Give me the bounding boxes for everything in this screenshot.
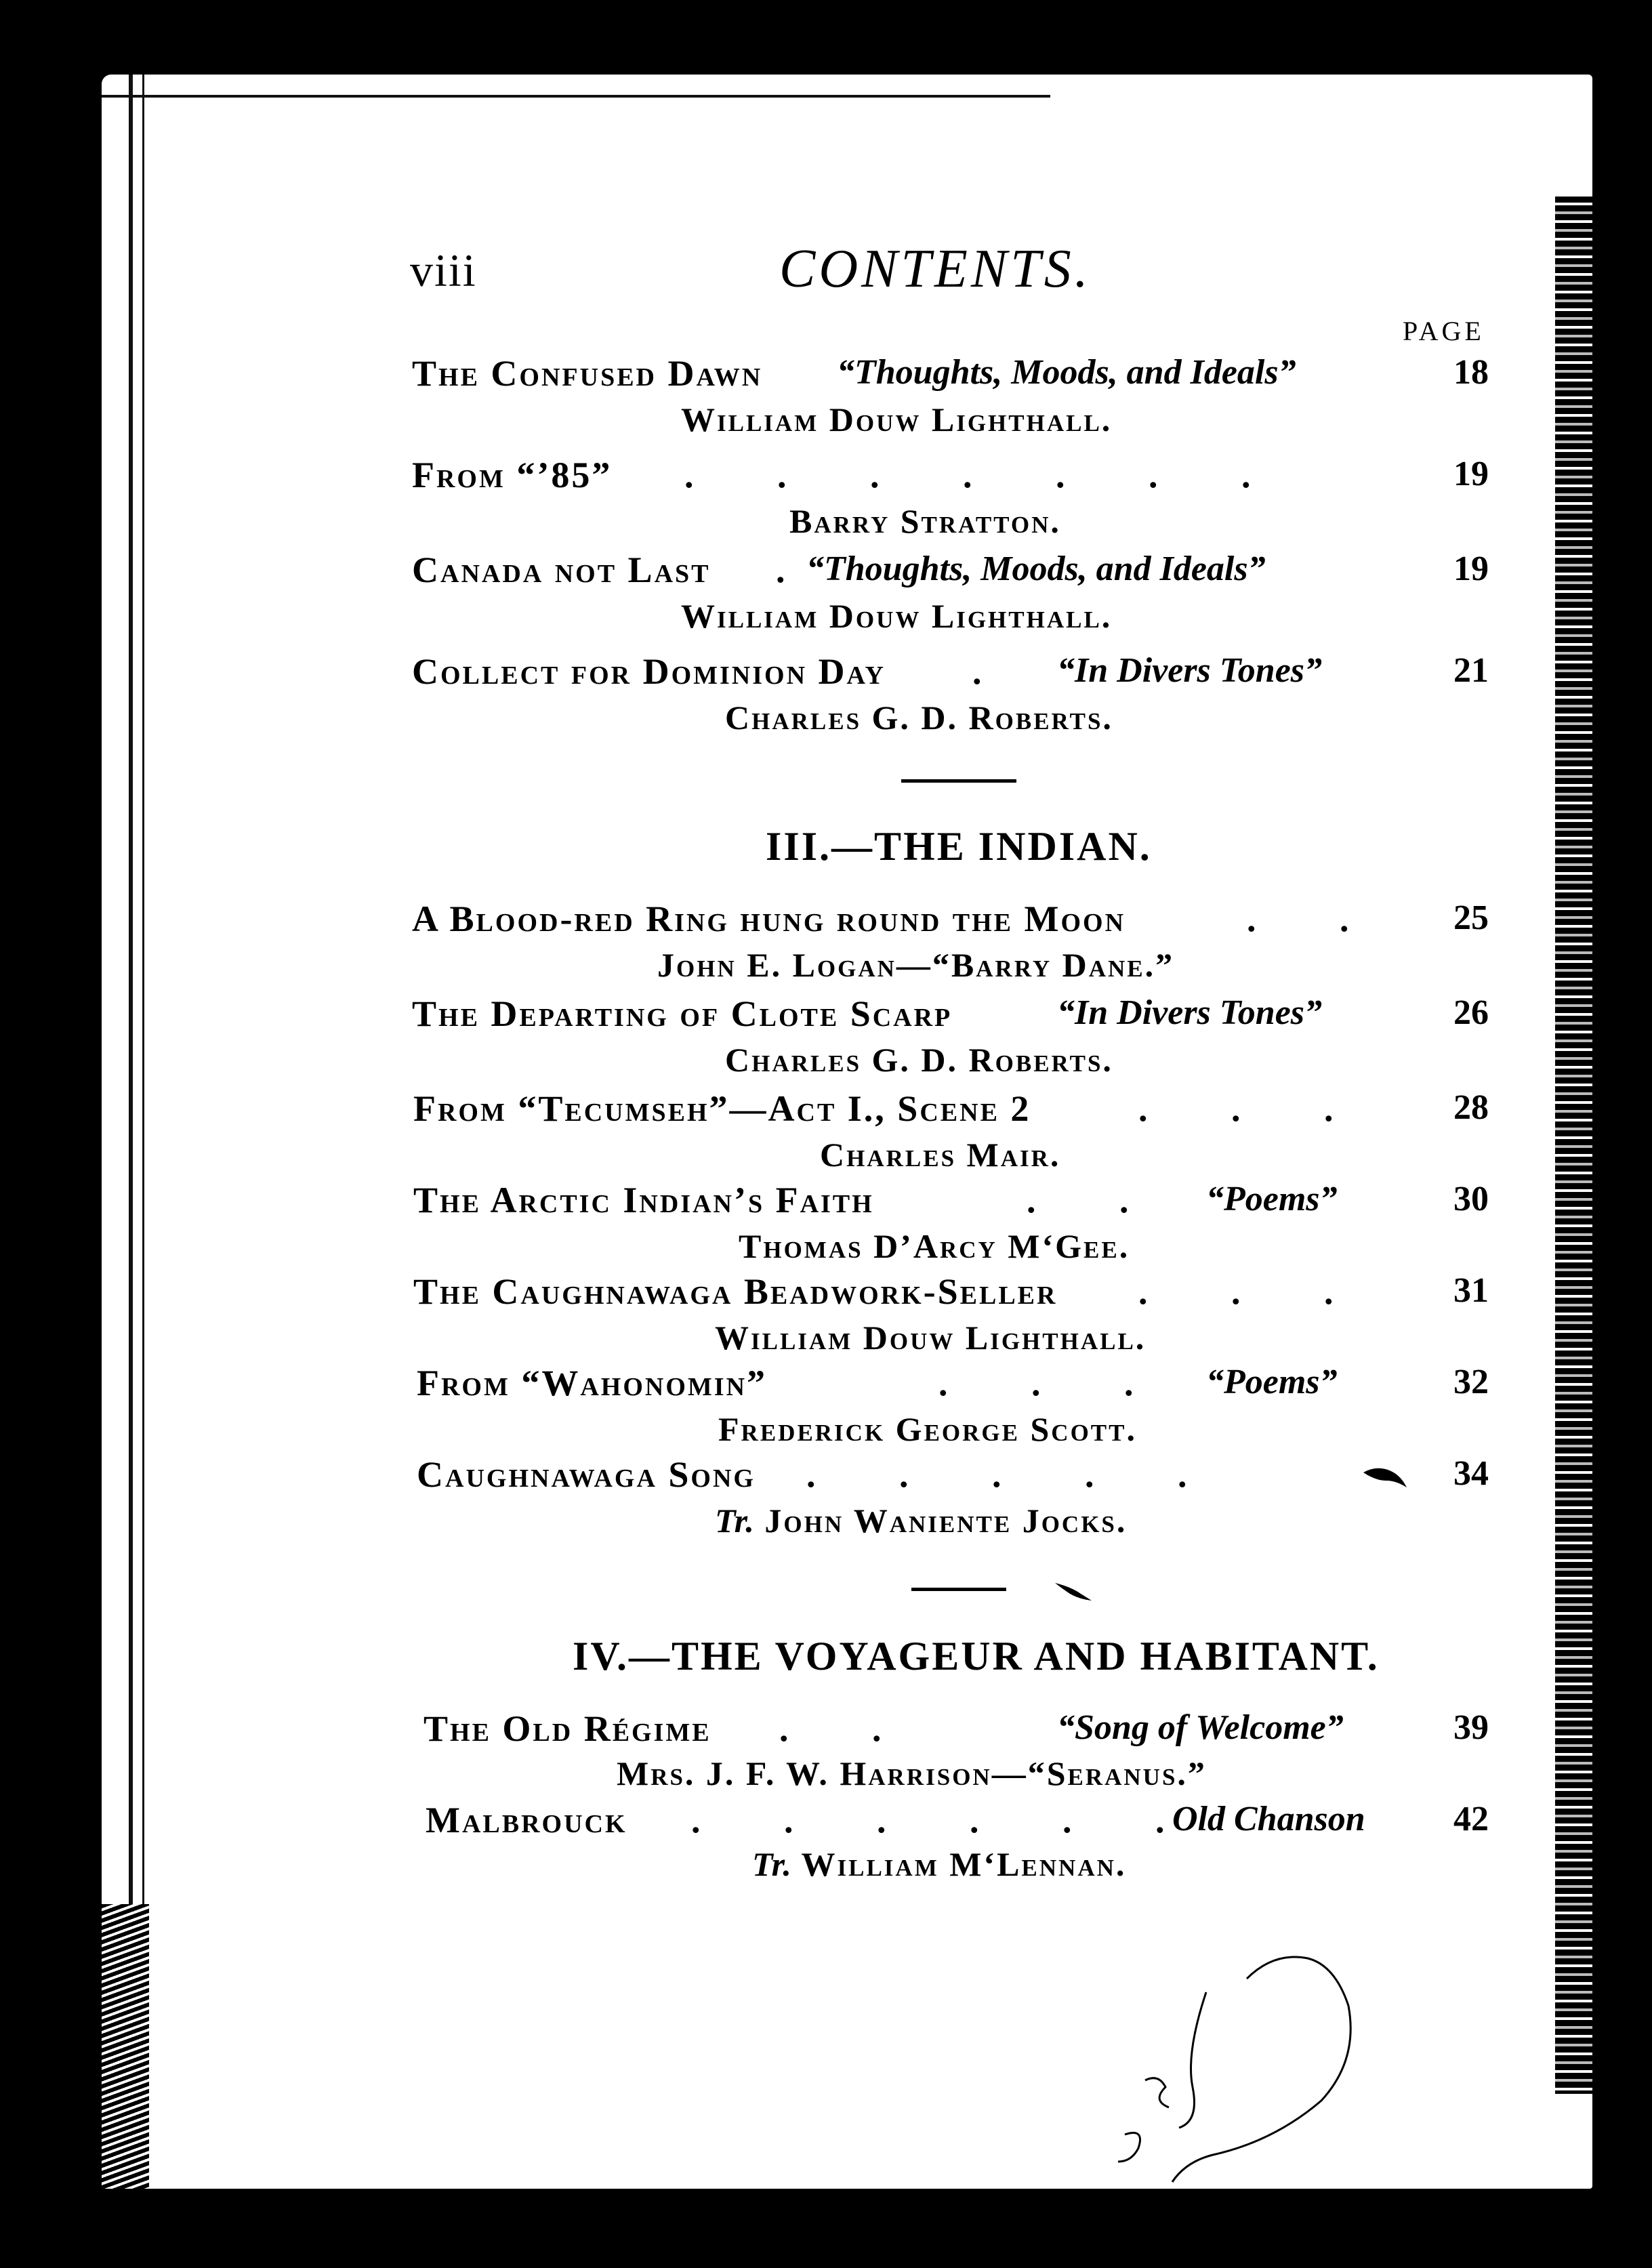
running-title: CONTENTS. <box>779 239 1092 299</box>
folio-number: viii <box>410 245 477 296</box>
entry-page: 19 <box>1453 550 1489 588</box>
entry-title: Canada not Last <box>412 550 711 590</box>
leader-dots: . . <box>1027 1180 1129 1220</box>
entry-title: The Old Régime <box>424 1708 711 1749</box>
entry-author: Thomas D’Arcy M‘Gee. <box>739 1227 1130 1265</box>
entry-author: John E. Logan—“Barry Dane.” <box>657 946 1175 984</box>
leader-dots: . . . . . <box>806 1454 1187 1495</box>
entry-author <box>752 1844 1126 1884</box>
entry-author <box>715 1501 1127 1540</box>
page-edge-line <box>142 75 144 2189</box>
entry-page: 32 <box>1453 1363 1489 1401</box>
translator-prefix: Tr. <box>752 1845 791 1883</box>
entry-page: 31 <box>1453 1271 1489 1310</box>
entry-source: Old Chanson <box>1172 1800 1365 1838</box>
pencil-scribble <box>1050 1904 1470 2189</box>
entry-author: Charles Mair. <box>820 1136 1061 1174</box>
entry-page: 30 <box>1453 1180 1489 1218</box>
section-heading: III.—THE INDIAN. <box>766 824 1152 869</box>
leader-dots: . . . <box>938 1363 1134 1403</box>
leader-dots: . . . <box>1138 1088 1334 1129</box>
entry-title: Caughnawaga Song <box>417 1454 756 1495</box>
ink-smudge <box>1054 1579 1094 1606</box>
entry-source: “Thoughts, Moods, and Ideals” <box>837 353 1296 392</box>
entry-page: 18 <box>1453 353 1489 392</box>
page-column-label: PAGE <box>1403 316 1485 346</box>
ink-smudge <box>1362 1460 1409 1494</box>
entry-source: “Thoughts, Moods, and Ideals” <box>806 550 1266 588</box>
entry-title: The Arctic Indian’s Faith <box>413 1180 874 1220</box>
leader-dots: . . . . . . <box>691 1800 1165 1840</box>
entry-page: 39 <box>1453 1708 1489 1747</box>
entry-title: From “Wahonomin” <box>417 1363 768 1403</box>
entry-title: Collect for Dominion Day <box>412 651 886 692</box>
entry-title: The Confused Dawn <box>412 353 763 394</box>
entry-source: “Poems” <box>1206 1180 1338 1218</box>
entry-title: From “Tecumseh”—Act I., Scene 2 <box>413 1088 1031 1129</box>
entry-author: Barry Stratton. <box>789 502 1061 540</box>
leader-dots: . <box>972 651 982 692</box>
entry-page: 19 <box>1453 455 1489 493</box>
entry-page: 42 <box>1453 1800 1489 1838</box>
section-rule <box>911 1588 1006 1591</box>
entry-author: William Douw Lighthall. <box>681 597 1113 635</box>
scan-shadow-left <box>102 1904 149 2189</box>
book-page <box>102 75 1592 2189</box>
section-heading: IV.—THE VOYAGEUR AND HABITANT. <box>573 1634 1380 1678</box>
entry-author: William Douw Lighthall. <box>681 400 1113 438</box>
translator-prefix: Tr. <box>715 1502 754 1540</box>
section-rule <box>901 779 1016 783</box>
leader-dots: . <box>776 550 785 590</box>
entry-page: 21 <box>1453 651 1489 690</box>
entry-author: Frederick George Scott. <box>718 1410 1137 1448</box>
entry-page: 26 <box>1453 993 1489 1032</box>
entry-author: Charles G. D. Roberts. <box>725 699 1113 737</box>
entry-author: William Douw Lighthall. <box>715 1319 1147 1357</box>
scan-shadow-right <box>1555 197 1592 2094</box>
entry-author: Charles G. D. Roberts. <box>725 1041 1113 1079</box>
entry-page: 34 <box>1453 1454 1489 1493</box>
entry-title: Malbrouck <box>426 1800 627 1840</box>
entry-title: The Departing of Clote Scarp <box>412 993 953 1034</box>
entry-source: “In Divers Tones” <box>1057 651 1323 690</box>
entry-title: From “’85” <box>412 455 613 495</box>
entry-author: Mrs. J. F. W. Harrison—“Seranus.” <box>617 1754 1207 1792</box>
entry-title: The Caughnawaga Beadwork-Seller <box>413 1271 1058 1312</box>
leader-dots: . . <box>779 1708 882 1749</box>
entry-title: A Blood-red Ring hung round the Moon <box>412 899 1126 939</box>
entry-source: “In Divers Tones” <box>1057 993 1323 1032</box>
entry-source: “Song of Welcome” <box>1057 1708 1344 1747</box>
leader-dots: . . <box>1247 899 1349 939</box>
author-name: John Waniente Jocks. <box>764 1502 1128 1540</box>
entry-page: 28 <box>1453 1088 1489 1127</box>
page-edge-line <box>102 95 1050 98</box>
entry-page: 25 <box>1453 899 1489 937</box>
leader-dots: . . . <box>1138 1271 1334 1312</box>
page-edge-line <box>129 75 133 2189</box>
author-name: William M‘Lennan. <box>801 1845 1127 1883</box>
leader-dots: . . . . . . . <box>684 455 1251 495</box>
entry-source: “Poems” <box>1206 1363 1338 1401</box>
